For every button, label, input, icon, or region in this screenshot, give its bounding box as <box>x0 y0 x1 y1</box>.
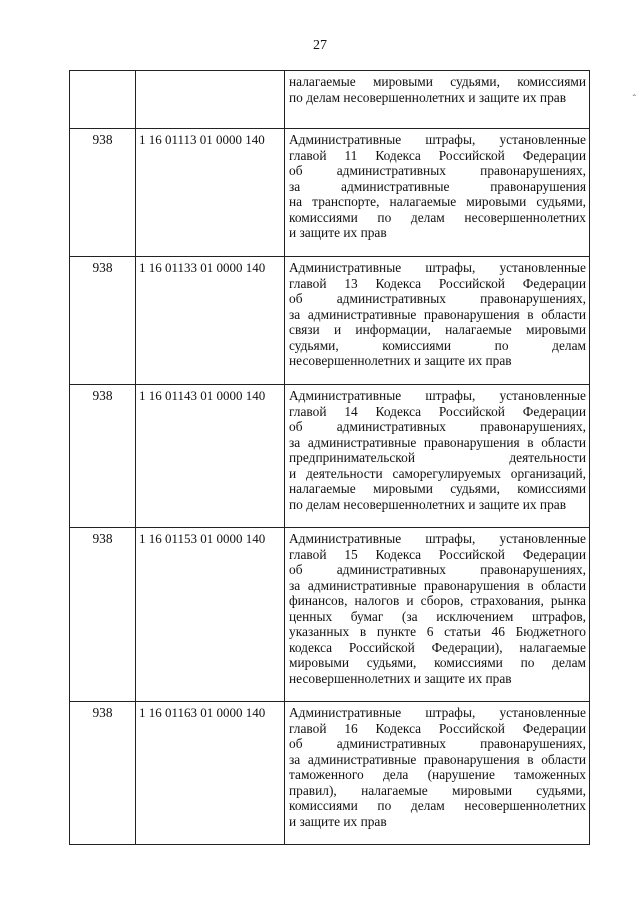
table-row <box>70 129 590 257</box>
table-row <box>70 702 590 845</box>
income-description-cell <box>285 702 590 845</box>
description-line: на транспорте, налагаемые мировыми судьями, <box>289 194 586 209</box>
income-description-cell <box>285 257 590 385</box>
description-line: связи и информации, налагаемые мировыми <box>289 322 586 337</box>
admin-code-cell: 938 <box>70 385 136 528</box>
description-line: Административные штрафы, установленные <box>289 705 586 720</box>
description-line: об административных правонарушениях, <box>289 419 586 434</box>
table-body <box>70 71 590 845</box>
description-line: комиссиями по делам несовершеннолетних <box>289 209 586 225</box>
budget-code-cell: 1 16 01133 01 0000 140 <box>136 257 285 385</box>
description-line: по делам несовершеннолетних и защите их прав <box>289 496 567 512</box>
admin-code-cell: 938 <box>70 257 136 385</box>
description-line: комиссиями по делам несовершеннолетних <box>289 798 586 813</box>
description-line: по делам несовершеннолетних и защите их прав <box>289 89 567 105</box>
description-line: предпринимательской деятельности <box>289 450 586 465</box>
income-description-cell <box>285 528 590 702</box>
admin-code-cell: 938 <box>70 129 136 257</box>
description-line: налагаемые мировыми судьями, комиссиями <box>289 481 586 496</box>
table-row <box>70 385 590 528</box>
description-line: об административных правонарушениях, <box>289 291 586 306</box>
description-line: об административных правонарушениях, <box>289 562 586 577</box>
description-line: за административные правонарушения в области <box>289 751 586 767</box>
description-line: и деятельности саморегулируемых организаций, <box>289 465 586 481</box>
edge-mark: ˆ <box>632 94 636 105</box>
budget-codes-table <box>69 70 590 845</box>
description-line: Административные штрафы, установленные <box>289 388 586 403</box>
budget-code-cell: 1 16 01153 01 0000 140 <box>136 528 285 702</box>
description-line: за административные правонарушения в области <box>289 577 586 593</box>
description-line: главой 13 Кодекса Российской Федерации <box>289 275 586 291</box>
description-line: за административные правонарушения в области <box>289 306 586 322</box>
description-line: кодекса Российской Федерации), налагаемые <box>289 639 586 655</box>
description-line: Административные штрафы, установленные <box>289 531 586 546</box>
budget-code-cell <box>136 71 285 129</box>
description-line: мировыми судьями, комиссиями по делам <box>289 655 586 670</box>
description-line: финансов, налогов и сборов, страхования, рынка <box>289 593 586 608</box>
description-line: правил), налагаемые мировыми судьями, <box>289 782 586 798</box>
description-line: за административные правонарушения в области <box>289 434 586 450</box>
description-line: главой 11 Кодекса Российской Федерации <box>289 147 586 163</box>
description-line: несовершеннолетних и защите их прав <box>289 670 512 686</box>
budget-code-cell: 1 16 01113 01 0000 140 <box>136 129 285 257</box>
table-row <box>70 528 590 702</box>
description-line: налагаемые мировыми судьями, комиссиями <box>289 74 586 89</box>
description-line: об административных правонарушениях, <box>289 163 586 178</box>
budget-code-cell: 1 16 01143 01 0000 140 <box>136 385 285 528</box>
budget-code-cell: 1 16 01163 01 0000 140 <box>136 702 285 845</box>
description-line: Административные штрафы, установленные <box>289 260 586 275</box>
description-line: несовершеннолетних и защите их прав <box>289 353 512 368</box>
page-number: 27 <box>313 38 327 53</box>
admin-code-cell <box>70 71 136 129</box>
income-description-cell <box>285 71 590 129</box>
description-line: об административных правонарушениях, <box>289 736 586 751</box>
description-line: судьями, комиссиями по делам <box>289 337 586 353</box>
description-line: и защите их прав <box>289 813 387 829</box>
description-line: таможенного дела (нарушение таможенных <box>289 767 586 782</box>
table-row <box>70 257 590 385</box>
table-row <box>70 71 590 129</box>
description-line: указанных в пункте 6 статьи 46 Бюджетного <box>289 624 586 639</box>
description-line: главой 15 Кодекса Российской Федерации <box>289 546 586 562</box>
income-description-cell <box>285 129 590 257</box>
income-description-cell <box>285 385 590 528</box>
description-line: за административные правонарушения <box>289 178 586 194</box>
description-line: и защите их прав <box>289 225 387 240</box>
description-line: Административные штрафы, установленные <box>289 132 586 147</box>
admin-code-cell: 938 <box>70 702 136 845</box>
admin-code-cell: 938 <box>70 528 136 702</box>
description-line: главой 14 Кодекса Российской Федерации <box>289 403 586 419</box>
description-line: ценных бумаг (за исключением штрафов, <box>289 608 586 624</box>
description-line: главой 16 Кодекса Российской Федерации <box>289 720 586 736</box>
